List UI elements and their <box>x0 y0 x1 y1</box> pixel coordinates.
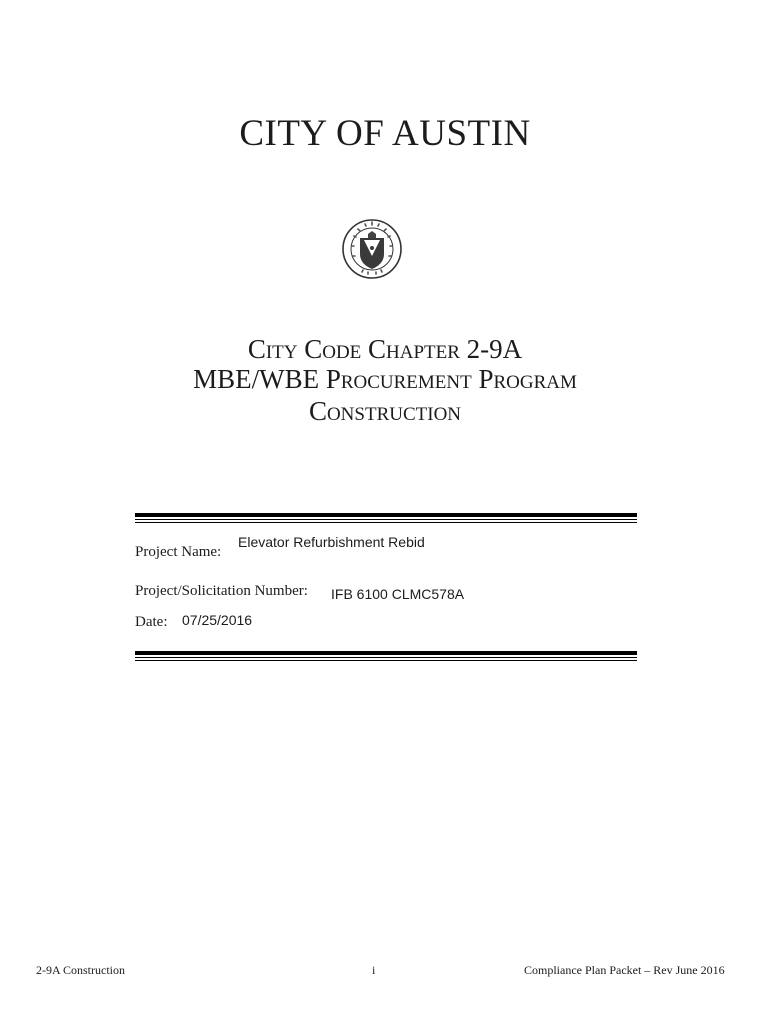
heading-chapter: City Code Chapter 2-9A <box>247 334 523 364</box>
bottom-divider <box>135 651 637 661</box>
footer-page-number: i <box>372 963 376 977</box>
page-title: CITY OF AUSTIN <box>239 113 531 154</box>
project-name-label: Project Name: <box>135 544 222 560</box>
footer-document-revision: Compliance Plan Packet – Rev June 2016 <box>524 963 725 977</box>
solicitation-number-value: IFB 6100 CLMC578A <box>331 586 465 602</box>
heading-construction: Construction <box>308 396 462 426</box>
date-label: Date: <box>135 614 168 630</box>
project-name-value: Elevator Refurbishment Rebid <box>238 534 425 550</box>
solicitation-number-label: Project/Solicitation Number: <box>135 583 308 599</box>
footer-section-label: 2-9A Construction <box>36 963 125 977</box>
top-divider <box>135 513 637 523</box>
city-seal-icon <box>341 210 403 288</box>
heading-program: MBE/WBE Procurement Program <box>193 364 577 394</box>
date-value: 07/25/2016 <box>182 612 253 628</box>
